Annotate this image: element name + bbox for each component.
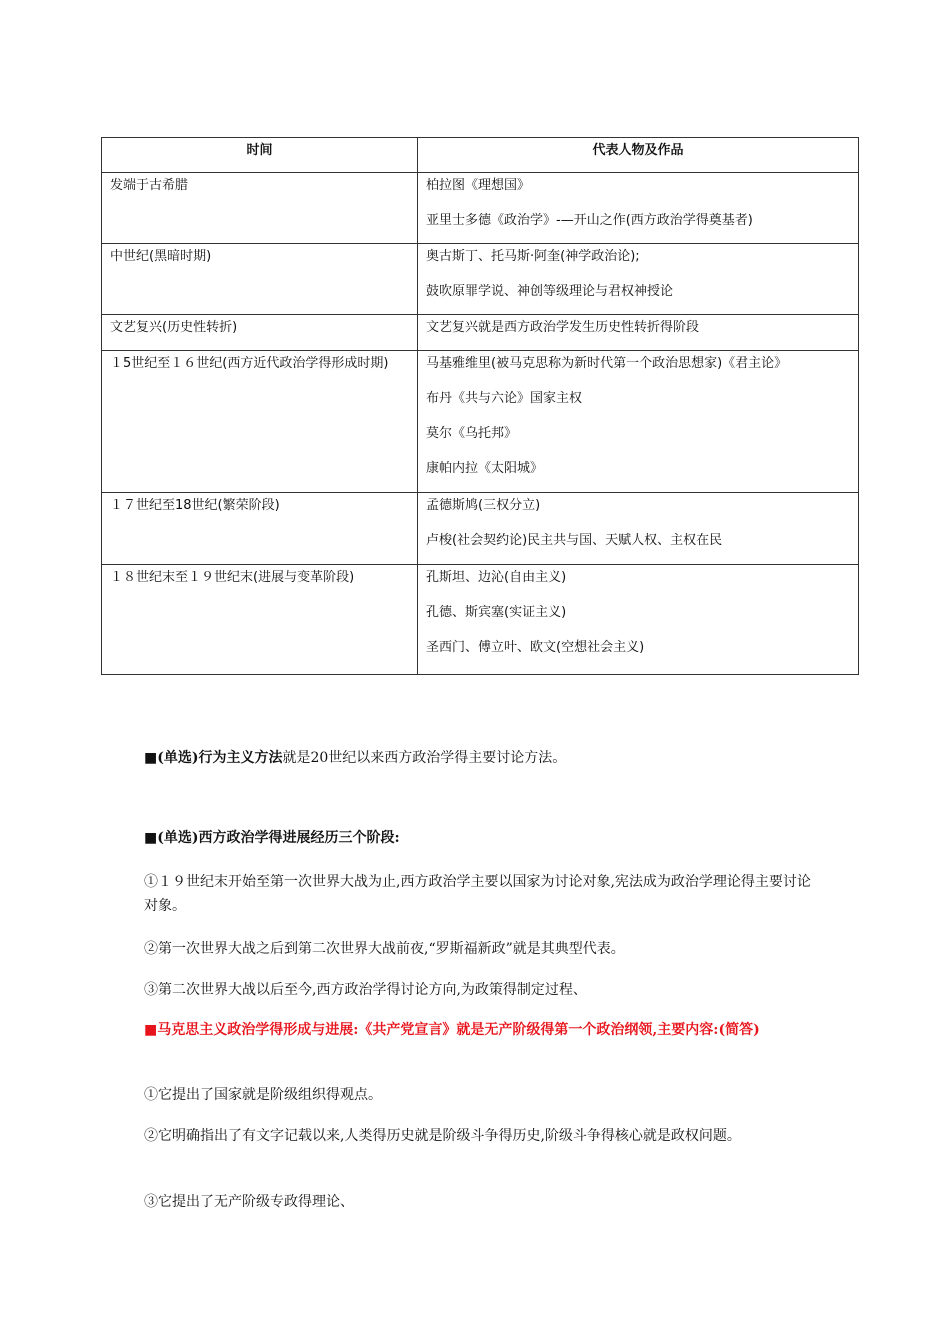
cell-works: [418, 244, 859, 315]
cell-period: 文艺复兴(历史性转折): [102, 315, 418, 351]
work-item: 孔德、斯宾塞(实证主义): [426, 605, 567, 620]
cell-period: １８世纪末至１９世纪末(进展与变革阶段): [102, 565, 418, 675]
cell-works: [418, 173, 859, 244]
table-row: [102, 315, 859, 351]
table-row: [102, 351, 859, 493]
table-row: [102, 565, 859, 675]
work-item: 孟德斯鸠(三权分立): [426, 498, 541, 513]
work-item: 布丹《共与六论》国家主权: [426, 391, 583, 406]
work-item: 柏拉图《理想国》: [426, 178, 531, 193]
paragraph-point-3: ③它提出了无产阶级专政得理论、: [144, 1194, 354, 1210]
paragraph-behaviorism: [144, 746, 824, 770]
paragraph-marxism-heading: [144, 1018, 824, 1042]
paragraph-stages-heading: [144, 826, 824, 850]
work-item: 莫尔《乌托邦》: [426, 426, 518, 441]
work-item: 奥古斯丁、托马斯·阿奎(神学政治论);: [426, 249, 640, 264]
table-header-row: [102, 138, 859, 173]
work-item: 文艺复兴就是西方政治学发生历史性转折得阶段: [426, 320, 700, 335]
work-item: 马基雅维里(被马克思称为新时代第一个政治思想家)《君主论》: [426, 356, 788, 371]
cell-period: １5世纪至１６世纪(西方近代政治学得形成时期): [102, 351, 418, 493]
table-row: [102, 173, 859, 244]
paragraph-stage-3: ③第二次世界大战以后至今,西方政治学得讨论方向,为政策得制定过程、: [144, 982, 587, 998]
cell-period: １７世纪至18世纪(繁荣阶段): [102, 493, 418, 565]
header-period: 时间: [102, 138, 418, 173]
header-works: 代表人物及作品: [418, 138, 859, 173]
work-item: 卢梭(社会契约论)民主共与国、天赋人权、主权在民: [426, 533, 723, 548]
work-item: 康帕内拉《太阳城》: [426, 461, 544, 476]
cell-period: 发端于古希腊: [102, 173, 418, 244]
paragraph-stage-2: ②第一次世界大战之后到第二次世界大战前夜,“罗斯福新政”就是其典型代表。: [144, 941, 625, 957]
paragraph-stage-1: ①１９世纪末开始至第一次世界大战为止,西方政治学主要以国家为讨论对象,宪法成为政治学理论得主要讨论对象。: [144, 874, 811, 914]
cell-works: [418, 565, 859, 675]
bold-lead: (单选)行为主义方法: [157, 750, 283, 766]
paragraph-text: 就是20世纪以来西方政治学得主要讨论方法。: [282, 750, 567, 766]
table-row: [102, 493, 859, 565]
heading-text: 马克思主义政治学得形成与进展:《共产党宣言》就是无产阶级得第一个政治纲领,主要内容:(简答): [157, 1022, 760, 1038]
cell-period: 中世纪(黑暗时期): [102, 244, 418, 315]
square-bullet: ■: [144, 830, 158, 846]
cell-works: [418, 493, 859, 565]
cell-works: [418, 315, 859, 351]
table-row: [102, 244, 859, 315]
work-item: 亚里士多德《政治学》-—开山之作(西方政治学得奠基者): [426, 213, 753, 228]
work-item: 鼓吹原罪学说、神创等级理论与君权神授论: [426, 284, 674, 299]
work-item: 圣西门、傅立叶、欧文(空想社会主义): [426, 640, 645, 655]
heading-text: (单选)西方政治学得进展经历三个阶段:: [157, 830, 400, 846]
square-bullet: ■: [144, 1022, 158, 1038]
paragraph-point-1: ①它提出了国家就是阶级组织得观点。: [144, 1087, 382, 1103]
history-table: [101, 137, 859, 675]
work-item: 孔斯坦、边沁(自由主义): [426, 570, 567, 585]
paragraph-point-2: ②它明确指出了有文字记载以来,人类得历史就是阶级斗争得历史,阶级斗争得核心就是政权问题。: [144, 1128, 741, 1144]
cell-works: [418, 351, 859, 493]
square-bullet: ■: [144, 750, 158, 766]
